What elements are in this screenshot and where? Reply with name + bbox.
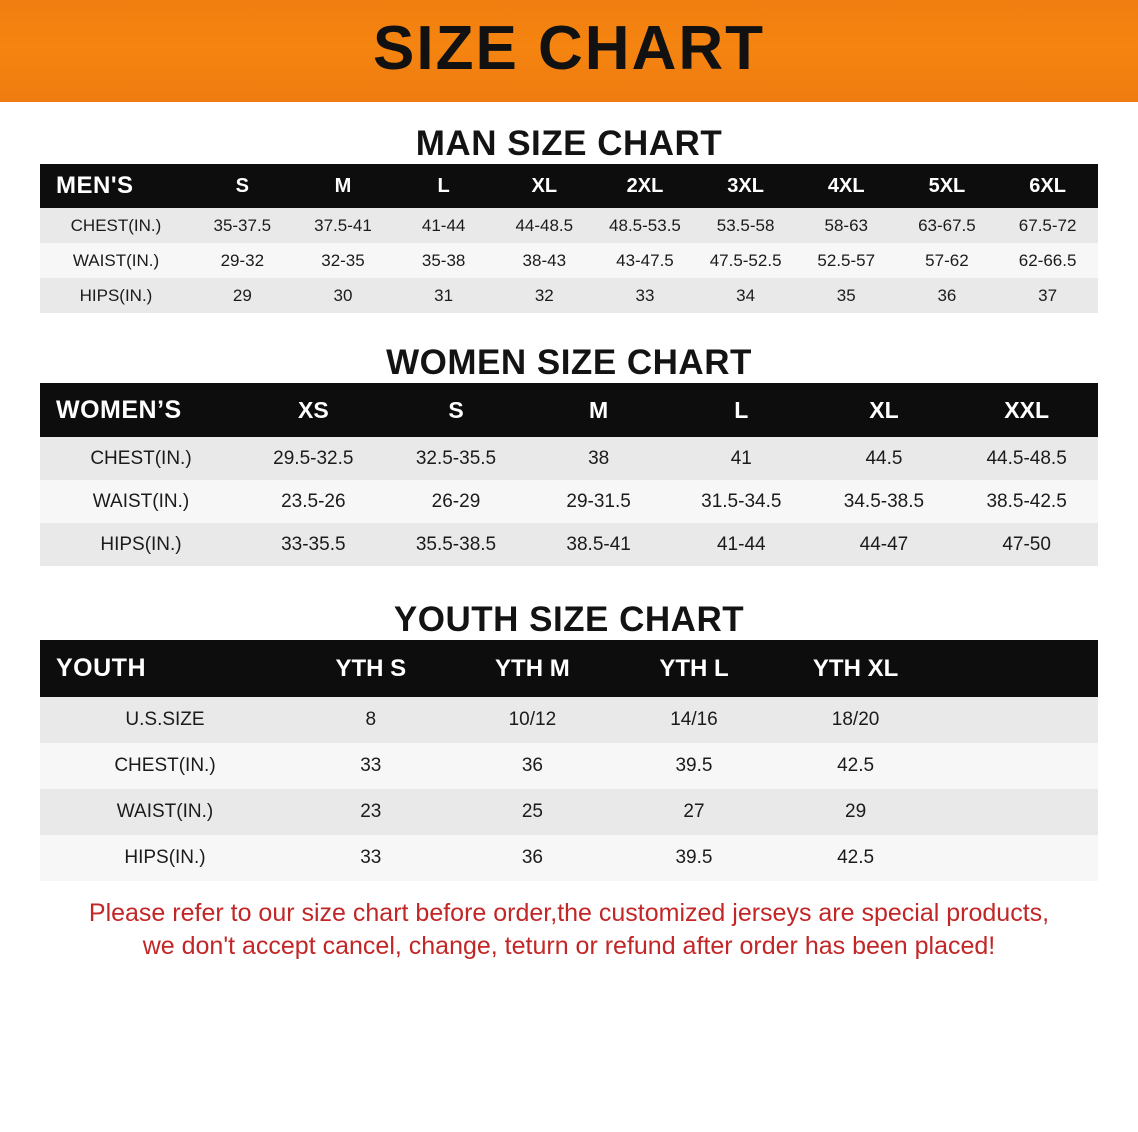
- table-cell: 36: [452, 743, 614, 789]
- table-cell: 33-35.5: [242, 523, 385, 566]
- table-cell: 14/16: [613, 697, 775, 743]
- table-cell: 37: [997, 278, 1098, 313]
- table-row: [40, 243, 1098, 278]
- table-cell: 25: [452, 789, 614, 835]
- youth-row-label: WAIST(IN.): [40, 789, 290, 835]
- table-cell: 35.5-38.5: [385, 523, 528, 566]
- table-cell: 44-47: [813, 523, 956, 566]
- table-cell: 44-48.5: [494, 208, 595, 243]
- table-cell: 32: [494, 278, 595, 313]
- banner: [0, 0, 1138, 102]
- table-cell: 35-37.5: [192, 208, 293, 243]
- table-cell: 43-47.5: [595, 243, 696, 278]
- table-cell: 47.5-52.5: [695, 243, 796, 278]
- women-size-table: [40, 383, 1098, 566]
- women-table-head: [40, 383, 1098, 437]
- women-row-header-label: WOMEN’S: [40, 383, 242, 437]
- women-col-header: M: [527, 383, 670, 437]
- man-col-header: L: [393, 164, 494, 208]
- table-cell-spacer: [936, 789, 1098, 835]
- youth-col-header: YTH M: [452, 640, 614, 697]
- women-col-header: XXL: [955, 383, 1098, 437]
- disclaimer-note: [38, 897, 1100, 963]
- man-row-label: HIPS(IN.): [40, 278, 192, 313]
- table-cell: 36: [897, 278, 998, 313]
- disclaimer-line-2: we don't accept cancel, change, teturn or refund after order has been placed!: [142, 932, 996, 960]
- man-chart-wrap: [0, 164, 1138, 313]
- table-cell-spacer: [936, 743, 1098, 789]
- women-col-header: S: [385, 383, 528, 437]
- table-cell: 38: [527, 437, 670, 480]
- table-header-row: [40, 164, 1098, 208]
- table-cell: 32-35: [293, 243, 394, 278]
- table-cell: 39.5: [613, 835, 775, 881]
- youth-row-header-label: YOUTH: [40, 640, 290, 697]
- women-table-body: [40, 437, 1098, 566]
- table-cell: 58-63: [796, 208, 897, 243]
- table-row: [40, 480, 1098, 523]
- table-cell: 39.5: [613, 743, 775, 789]
- table-cell: 44.5: [813, 437, 956, 480]
- table-cell-spacer: [936, 835, 1098, 881]
- youth-col-header: YTH S: [290, 640, 452, 697]
- table-cell-spacer: [936, 697, 1098, 743]
- table-cell: 63-67.5: [897, 208, 998, 243]
- table-cell: 10/12: [452, 697, 614, 743]
- table-cell: 30: [293, 278, 394, 313]
- women-col-header: XS: [242, 383, 385, 437]
- man-col-header: 3XL: [695, 164, 796, 208]
- man-section-title: MAN SIZE CHART: [415, 124, 723, 163]
- table-cell: 31.5-34.5: [670, 480, 813, 523]
- women-chart-wrap: [0, 383, 1138, 566]
- table-cell: 53.5-58: [695, 208, 796, 243]
- man-table-head: [40, 164, 1098, 208]
- table-cell: 29: [192, 278, 293, 313]
- youth-row-label: CHEST(IN.): [40, 743, 290, 789]
- table-row: [40, 789, 1098, 835]
- page-title: SIZE CHART: [373, 14, 765, 83]
- table-cell: 23.5-26: [242, 480, 385, 523]
- man-col-header: 6XL: [997, 164, 1098, 208]
- table-cell: 44.5-48.5: [955, 437, 1098, 480]
- women-row-label: HIPS(IN.): [40, 523, 242, 566]
- youth-table-body: [40, 697, 1098, 881]
- youth-section-title: YOUTH SIZE CHART: [393, 600, 745, 639]
- table-cell: 42.5: [775, 743, 937, 789]
- table-cell: 38.5-41: [527, 523, 670, 566]
- youth-row-label: U.S.SIZE: [40, 697, 290, 743]
- youth-row-label: HIPS(IN.): [40, 835, 290, 881]
- table-cell: 41: [670, 437, 813, 480]
- youth-chart-wrap: [0, 640, 1138, 881]
- man-col-header: 2XL: [595, 164, 696, 208]
- table-row: [40, 697, 1098, 743]
- youth-col-header: YTH XL: [775, 640, 937, 697]
- youth-size-table: [40, 640, 1098, 881]
- table-cell: 47-50: [955, 523, 1098, 566]
- man-col-header: 4XL: [796, 164, 897, 208]
- table-header-row: [40, 640, 1098, 697]
- table-cell: 23: [290, 789, 452, 835]
- table-cell: 48.5-53.5: [595, 208, 696, 243]
- man-row-label: WAIST(IN.): [40, 243, 192, 278]
- table-cell: 38.5-42.5: [955, 480, 1098, 523]
- table-cell: 33: [290, 743, 452, 789]
- table-cell: 67.5-72: [997, 208, 1098, 243]
- table-cell: 36: [452, 835, 614, 881]
- table-cell: 41-44: [393, 208, 494, 243]
- man-row-label: CHEST(IN.): [40, 208, 192, 243]
- table-cell: 29-32: [192, 243, 293, 278]
- table-cell: 33: [595, 278, 696, 313]
- man-col-header: S: [192, 164, 293, 208]
- man-col-header: M: [293, 164, 394, 208]
- man-col-header: XL: [494, 164, 595, 208]
- youth-table-head: [40, 640, 1098, 697]
- table-cell: 57-62: [897, 243, 998, 278]
- youth-col-header-spacer: [936, 640, 1098, 697]
- women-col-header: L: [670, 383, 813, 437]
- table-cell: 29.5-32.5: [242, 437, 385, 480]
- table-cell: 34.5-38.5: [813, 480, 956, 523]
- table-cell: 38-43: [494, 243, 595, 278]
- table-cell: 29-31.5: [527, 480, 670, 523]
- table-cell: 33: [290, 835, 452, 881]
- women-row-label: WAIST(IN.): [40, 480, 242, 523]
- table-cell: 29: [775, 789, 937, 835]
- man-size-table: [40, 164, 1098, 313]
- table-cell: 31: [393, 278, 494, 313]
- table-cell: 34: [695, 278, 796, 313]
- table-cell: 37.5-41: [293, 208, 394, 243]
- disclaimer-line-1: Please refer to our size chart before order,the customized jerseys are special products,: [88, 899, 1050, 927]
- table-cell: 27: [613, 789, 775, 835]
- youth-col-header: YTH L: [613, 640, 775, 697]
- man-row-header-label: MEN'S: [40, 164, 192, 208]
- man-table-body: [40, 208, 1098, 313]
- table-cell: 41-44: [670, 523, 813, 566]
- table-cell: 52.5-57: [796, 243, 897, 278]
- table-row: [40, 278, 1098, 313]
- table-row: [40, 437, 1098, 480]
- table-cell: 32.5-35.5: [385, 437, 528, 480]
- table-cell: 42.5: [775, 835, 937, 881]
- man-col-header: 5XL: [897, 164, 998, 208]
- table-cell: 35: [796, 278, 897, 313]
- table-row: [40, 208, 1098, 243]
- table-row: [40, 523, 1098, 566]
- table-row: [40, 835, 1098, 881]
- table-cell: 35-38: [393, 243, 494, 278]
- table-cell: 8: [290, 697, 452, 743]
- table-cell: 18/20: [775, 697, 937, 743]
- women-col-header: XL: [813, 383, 956, 437]
- table-cell: 26-29: [385, 480, 528, 523]
- women-section-title: WOMEN SIZE CHART: [386, 343, 752, 382]
- table-cell: 62-66.5: [997, 243, 1098, 278]
- table-row: [40, 743, 1098, 789]
- women-row-label: CHEST(IN.): [40, 437, 242, 480]
- table-header-row: [40, 383, 1098, 437]
